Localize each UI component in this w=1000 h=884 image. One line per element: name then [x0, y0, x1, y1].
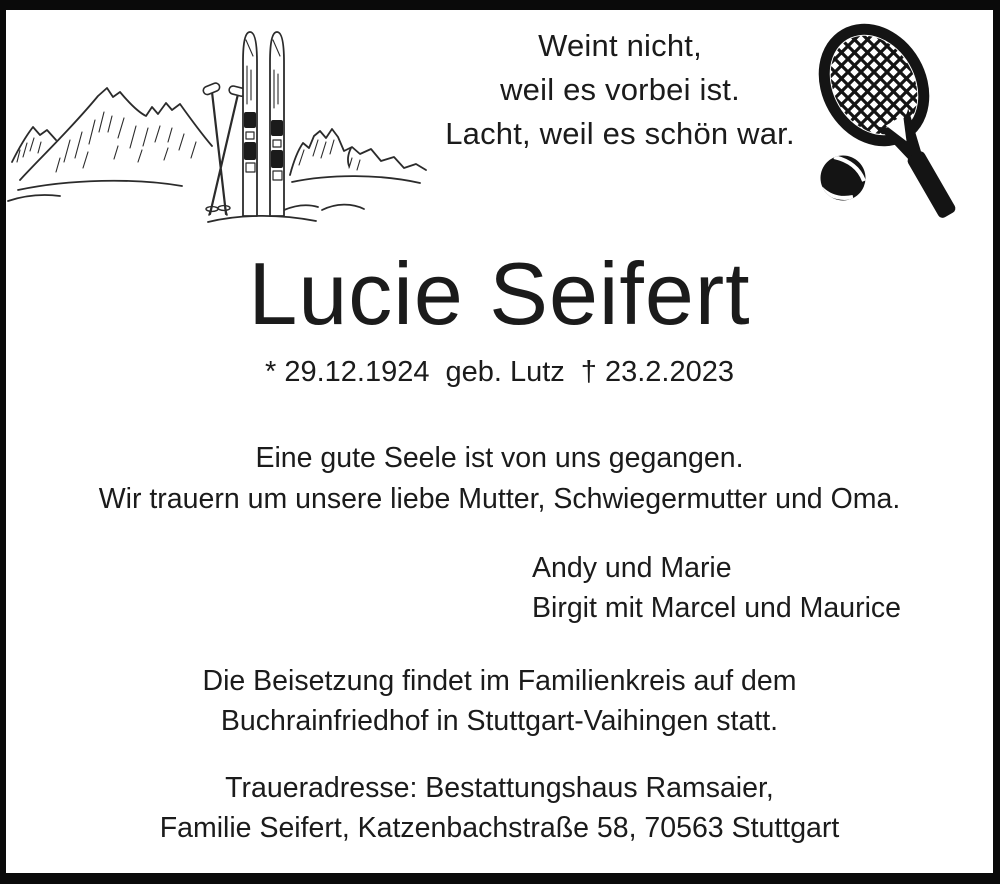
condolence-address: [6, 768, 993, 848]
life-dates: [6, 355, 993, 389]
burial-info: [6, 661, 993, 741]
death-date: † 23.2.2023: [580, 356, 734, 388]
mountains-and-skis-icon: [6, 10, 441, 245]
mourning-text: [6, 438, 993, 520]
mourning-line: Eine gute Seele ist von uns gegangen.: [255, 442, 744, 474]
birth-date: * 29.12.1924: [264, 356, 430, 388]
opening-verse: [420, 24, 820, 156]
mourner-line: Andy und Marie: [532, 552, 732, 584]
maiden-name: geb. Lutz: [445, 356, 565, 388]
mourners-names: [532, 548, 901, 628]
verse-line: Weint nicht,: [538, 28, 702, 63]
mourner-line: Birgit mit Marcel und Maurice: [532, 592, 902, 624]
verse-line: Lacht, weil es schön war.: [445, 116, 795, 151]
address-line: Traueradresse: Bestattungshaus Ramsaier,: [225, 772, 774, 804]
mourning-line: Wir trauern um unsere liebe Mutter, Schwiegermutter und Oma.: [98, 483, 901, 515]
verse-line: weil es vorbei ist.: [500, 72, 740, 107]
address-line: Familie Seifert, Katzenbachstraße 58, 70563 Stuttgart: [159, 812, 840, 844]
deceased-name: Lucie Seifert: [248, 244, 751, 343]
tennis-racket-and-ball-icon: [805, 20, 985, 235]
burial-line: Buchrainfriedhof in Stuttgart-Vaihingen statt.: [220, 705, 779, 737]
burial-line: Die Beisetzung findet im Familienkreis auf dem: [202, 665, 797, 697]
